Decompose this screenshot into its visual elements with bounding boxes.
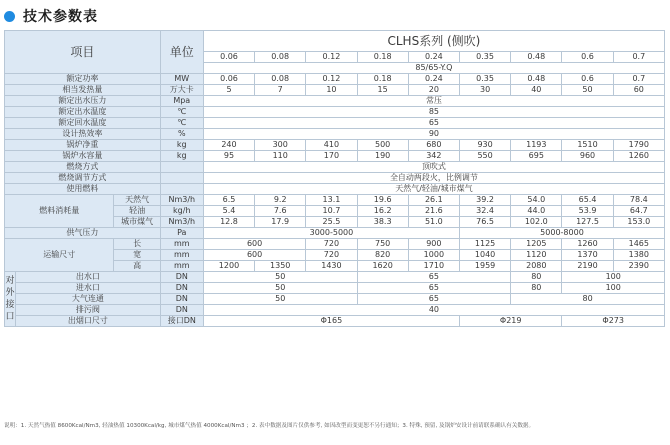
cell: 2390 [613,261,664,272]
cell: 76.5 [459,217,510,228]
row-unit: 接口DN [160,316,203,327]
cell: Φ273 [562,316,665,327]
project-header: 项目 [5,31,161,74]
row-unit: DN [160,294,203,305]
cell: 32.4 [459,206,510,217]
cell: 720 [306,239,357,250]
cell: 7 [255,85,306,96]
table-row [5,85,665,96]
cell: 16.2 [357,206,408,217]
row-label: 额定出水温度 [5,107,161,118]
cell: 15 [357,85,408,96]
spec-table [4,30,665,327]
table-row [5,96,665,107]
cell: 常压 [203,96,664,107]
table-row [5,118,665,129]
cell: 900 [408,239,459,250]
cell: 600 [203,239,305,250]
row-group-label: 运输尺寸 [5,239,114,272]
cell: 80 [511,272,562,283]
bullet-dot-icon [4,11,15,22]
cell: 1125 [459,239,510,250]
cell: 9.2 [255,195,306,206]
table-row [5,228,665,239]
cell: 1380 [613,250,664,261]
section-header [4,6,98,26]
row-label: 大气连通 [16,294,161,305]
row-label: 排污阀 [16,305,161,316]
cell: 50 [203,272,357,283]
cell: 695 [511,151,562,162]
sub-model-cell: 0.06 [203,52,254,63]
cell: 720 [306,250,357,261]
cell: 26.1 [408,195,459,206]
row-unit: Nm3/h [160,217,203,228]
row-label: 使用燃料 [5,184,161,195]
table-row [5,140,665,151]
row-unit: Mpa [160,96,203,107]
cell: 550 [459,151,510,162]
row-label: 锅炉水容量 [5,151,161,162]
cell: 50 [562,85,613,96]
table-row [5,173,665,184]
cell: 0.35 [459,74,510,85]
cell: 44.0 [511,206,562,217]
cell: 64.7 [613,206,664,217]
cell: 65 [357,272,511,283]
cell: 5 [203,85,254,96]
table-row [5,294,665,305]
sub-model-cell: 0.12 [306,52,357,63]
sub-model-cell: 0.6 [562,52,613,63]
table-header-row [5,31,665,52]
row-label: 额定出水压力 [5,96,161,107]
row-unit: Nm3/h [160,195,203,206]
cell: 2190 [562,261,613,272]
cell: 1350 [255,261,306,272]
unit-header: 单位 [160,31,203,74]
cell: 39.2 [459,195,510,206]
row-unit: ℃ [160,118,203,129]
cell: 820 [357,250,408,261]
cell: 40 [203,305,664,316]
row-unit: DN [160,305,203,316]
row-label: 额定功率 [5,74,161,85]
cell: 342 [408,151,459,162]
cell: 153.0 [613,217,664,228]
cell: Φ219 [459,316,561,327]
cell: 1620 [357,261,408,272]
cell: 102.0 [511,217,562,228]
cell: 0.18 [357,74,408,85]
table-row [5,162,665,173]
row-unit [160,173,203,184]
row-sublabel: 天然气 [114,195,160,206]
cell: 240 [203,140,254,151]
table-row [5,316,665,327]
cell: 7.6 [255,206,306,217]
cell: 1260 [562,239,613,250]
sub-model-cell: 0.35 [459,52,510,63]
cell: 1193 [511,140,562,151]
cell: 天然气/轻油/城市煤气 [203,184,664,195]
row-label: 供气压力 [5,228,161,239]
cell: 1000 [408,250,459,261]
cell: 750 [357,239,408,250]
table-row [5,129,665,140]
sub-model-cell: 0.24 [408,52,459,63]
cell: 65 [203,118,664,129]
cell: 60 [613,85,664,96]
row-sublabel: 宽 [114,250,160,261]
row-label: 锅炉净重 [5,140,161,151]
row-label: 相当发热量 [5,85,161,96]
row-unit: Pa [160,228,203,239]
table-row [5,239,665,250]
table-row [5,184,665,195]
cell: 110 [255,151,306,162]
row-sublabel: 高 [114,261,160,272]
cell: 3000-5000 [203,228,459,239]
cell: 65 [357,283,511,294]
footnote: 说明：1. 天然气热值 8600Kcal/Nm3, 轻油热值 10300Kcal/kg, 城市煤气热值 4000Kcal/Nm3 ；2. 表中数据及图片仅供参考, 如因改型而变更恕不另行通知；3. 特殊, 预留, 及锅炉安设计前请联系确认有关数据。 [4,423,535,429]
cell: 10.7 [306,206,357,217]
cell: 960 [562,151,613,162]
cell: 1710 [408,261,459,272]
row-label: 设计热效率 [5,129,161,140]
cell: 17.9 [255,217,306,228]
cell: 1200 [203,261,254,272]
ports-side-label: 对外接口 [5,272,16,327]
cell: 127.5 [562,217,613,228]
row-unit: % [160,129,203,140]
cell: 1120 [511,250,562,261]
cell: 85 [203,107,664,118]
row-label: 燃烧调节方式 [5,173,161,184]
row-unit: mm [160,250,203,261]
row-label: 额定回水温度 [5,118,161,129]
row-group-label: 燃料消耗量 [5,195,114,228]
cell: 680 [408,140,459,151]
cell: 10 [306,85,357,96]
cell: 1040 [459,250,510,261]
cell: Φ165 [203,316,459,327]
cell: 0.24 [408,74,459,85]
row-label: 出水口 [16,272,161,283]
row-unit: ℃ [160,107,203,118]
table-row [5,272,665,283]
cell: 全自动两段火，比例调节 [203,173,664,184]
sub-model-cell: 0.48 [511,52,562,63]
cell: 51.0 [408,217,459,228]
cell: 19.6 [357,195,408,206]
row-unit: kg [160,140,203,151]
cell: 顶吹式 [203,162,664,173]
cell: 190 [357,151,408,162]
cell: 21.6 [408,206,459,217]
cell: 40 [511,85,562,96]
cell: 25.5 [306,217,357,228]
cell: 1430 [306,261,357,272]
row-unit: kg [160,151,203,162]
row-unit: 万大卡 [160,85,203,96]
row-unit: mm [160,261,203,272]
row-unit [160,184,203,195]
cell: 1205 [511,239,562,250]
cell: 95 [203,151,254,162]
cell: 170 [306,151,357,162]
row-unit: mm [160,239,203,250]
row-label: 燃烧方式 [5,162,161,173]
table-row [5,195,665,206]
cell: 50 [203,294,357,305]
cell: 20 [408,85,459,96]
cell: 5000-8000 [459,228,664,239]
cell: 6.5 [203,195,254,206]
cell: 80 [511,283,562,294]
sub-model-cell: 0.08 [255,52,306,63]
cell: 2080 [511,261,562,272]
cell: 30 [459,85,510,96]
row-unit: DN [160,272,203,283]
cell: 410 [306,140,357,151]
row-unit: MW [160,74,203,85]
cell: 65 [357,294,511,305]
cell: 0.7 [613,74,664,85]
cell: 0.48 [511,74,562,85]
row-unit: DN [160,283,203,294]
table-row [5,283,665,294]
table-row [5,305,665,316]
series-title: CLHS系列 (侧吹) [203,31,664,52]
cell: 38.3 [357,217,408,228]
cell: 100 [562,272,665,283]
cell: 0.6 [562,74,613,85]
cell: 1370 [562,250,613,261]
cell: 65.4 [562,195,613,206]
cell: 13.1 [306,195,357,206]
row-sublabel: 长 [114,239,160,250]
sub-model-cell: 0.18 [357,52,408,63]
row-sublabel: 城市煤气 [114,217,160,228]
cell: 54.0 [511,195,562,206]
cell: 78.4 [613,195,664,206]
cell: 930 [459,140,510,151]
row-sublabel: 轻油 [114,206,160,217]
cell: 0.06 [203,74,254,85]
cell: 12.8 [203,217,254,228]
table-row [5,151,665,162]
cell: 1465 [613,239,664,250]
cell: 100 [562,283,665,294]
cell: 90 [203,129,664,140]
cell: 1790 [613,140,664,151]
row-unit [160,162,203,173]
cell: 50 [203,283,357,294]
sub-model-cell: 0.7 [613,52,664,63]
cell: 5.4 [203,206,254,217]
cell: 1959 [459,261,510,272]
cell: 53.9 [562,206,613,217]
model-code: 85/65-Y.Q [203,63,664,74]
section-title: 技术参数表 [23,9,98,25]
cell: 0.12 [306,74,357,85]
cell: 80 [511,294,665,305]
table-row [5,107,665,118]
cell: 1510 [562,140,613,151]
row-label: 进水口 [16,283,161,294]
cell: 500 [357,140,408,151]
cell: 1260 [613,151,664,162]
cell: 300 [255,140,306,151]
row-label: 出烟口尺寸 [16,316,161,327]
cell: 0.08 [255,74,306,85]
cell: 600 [203,250,305,261]
table-row [5,74,665,85]
row-unit: kg/h [160,206,203,217]
